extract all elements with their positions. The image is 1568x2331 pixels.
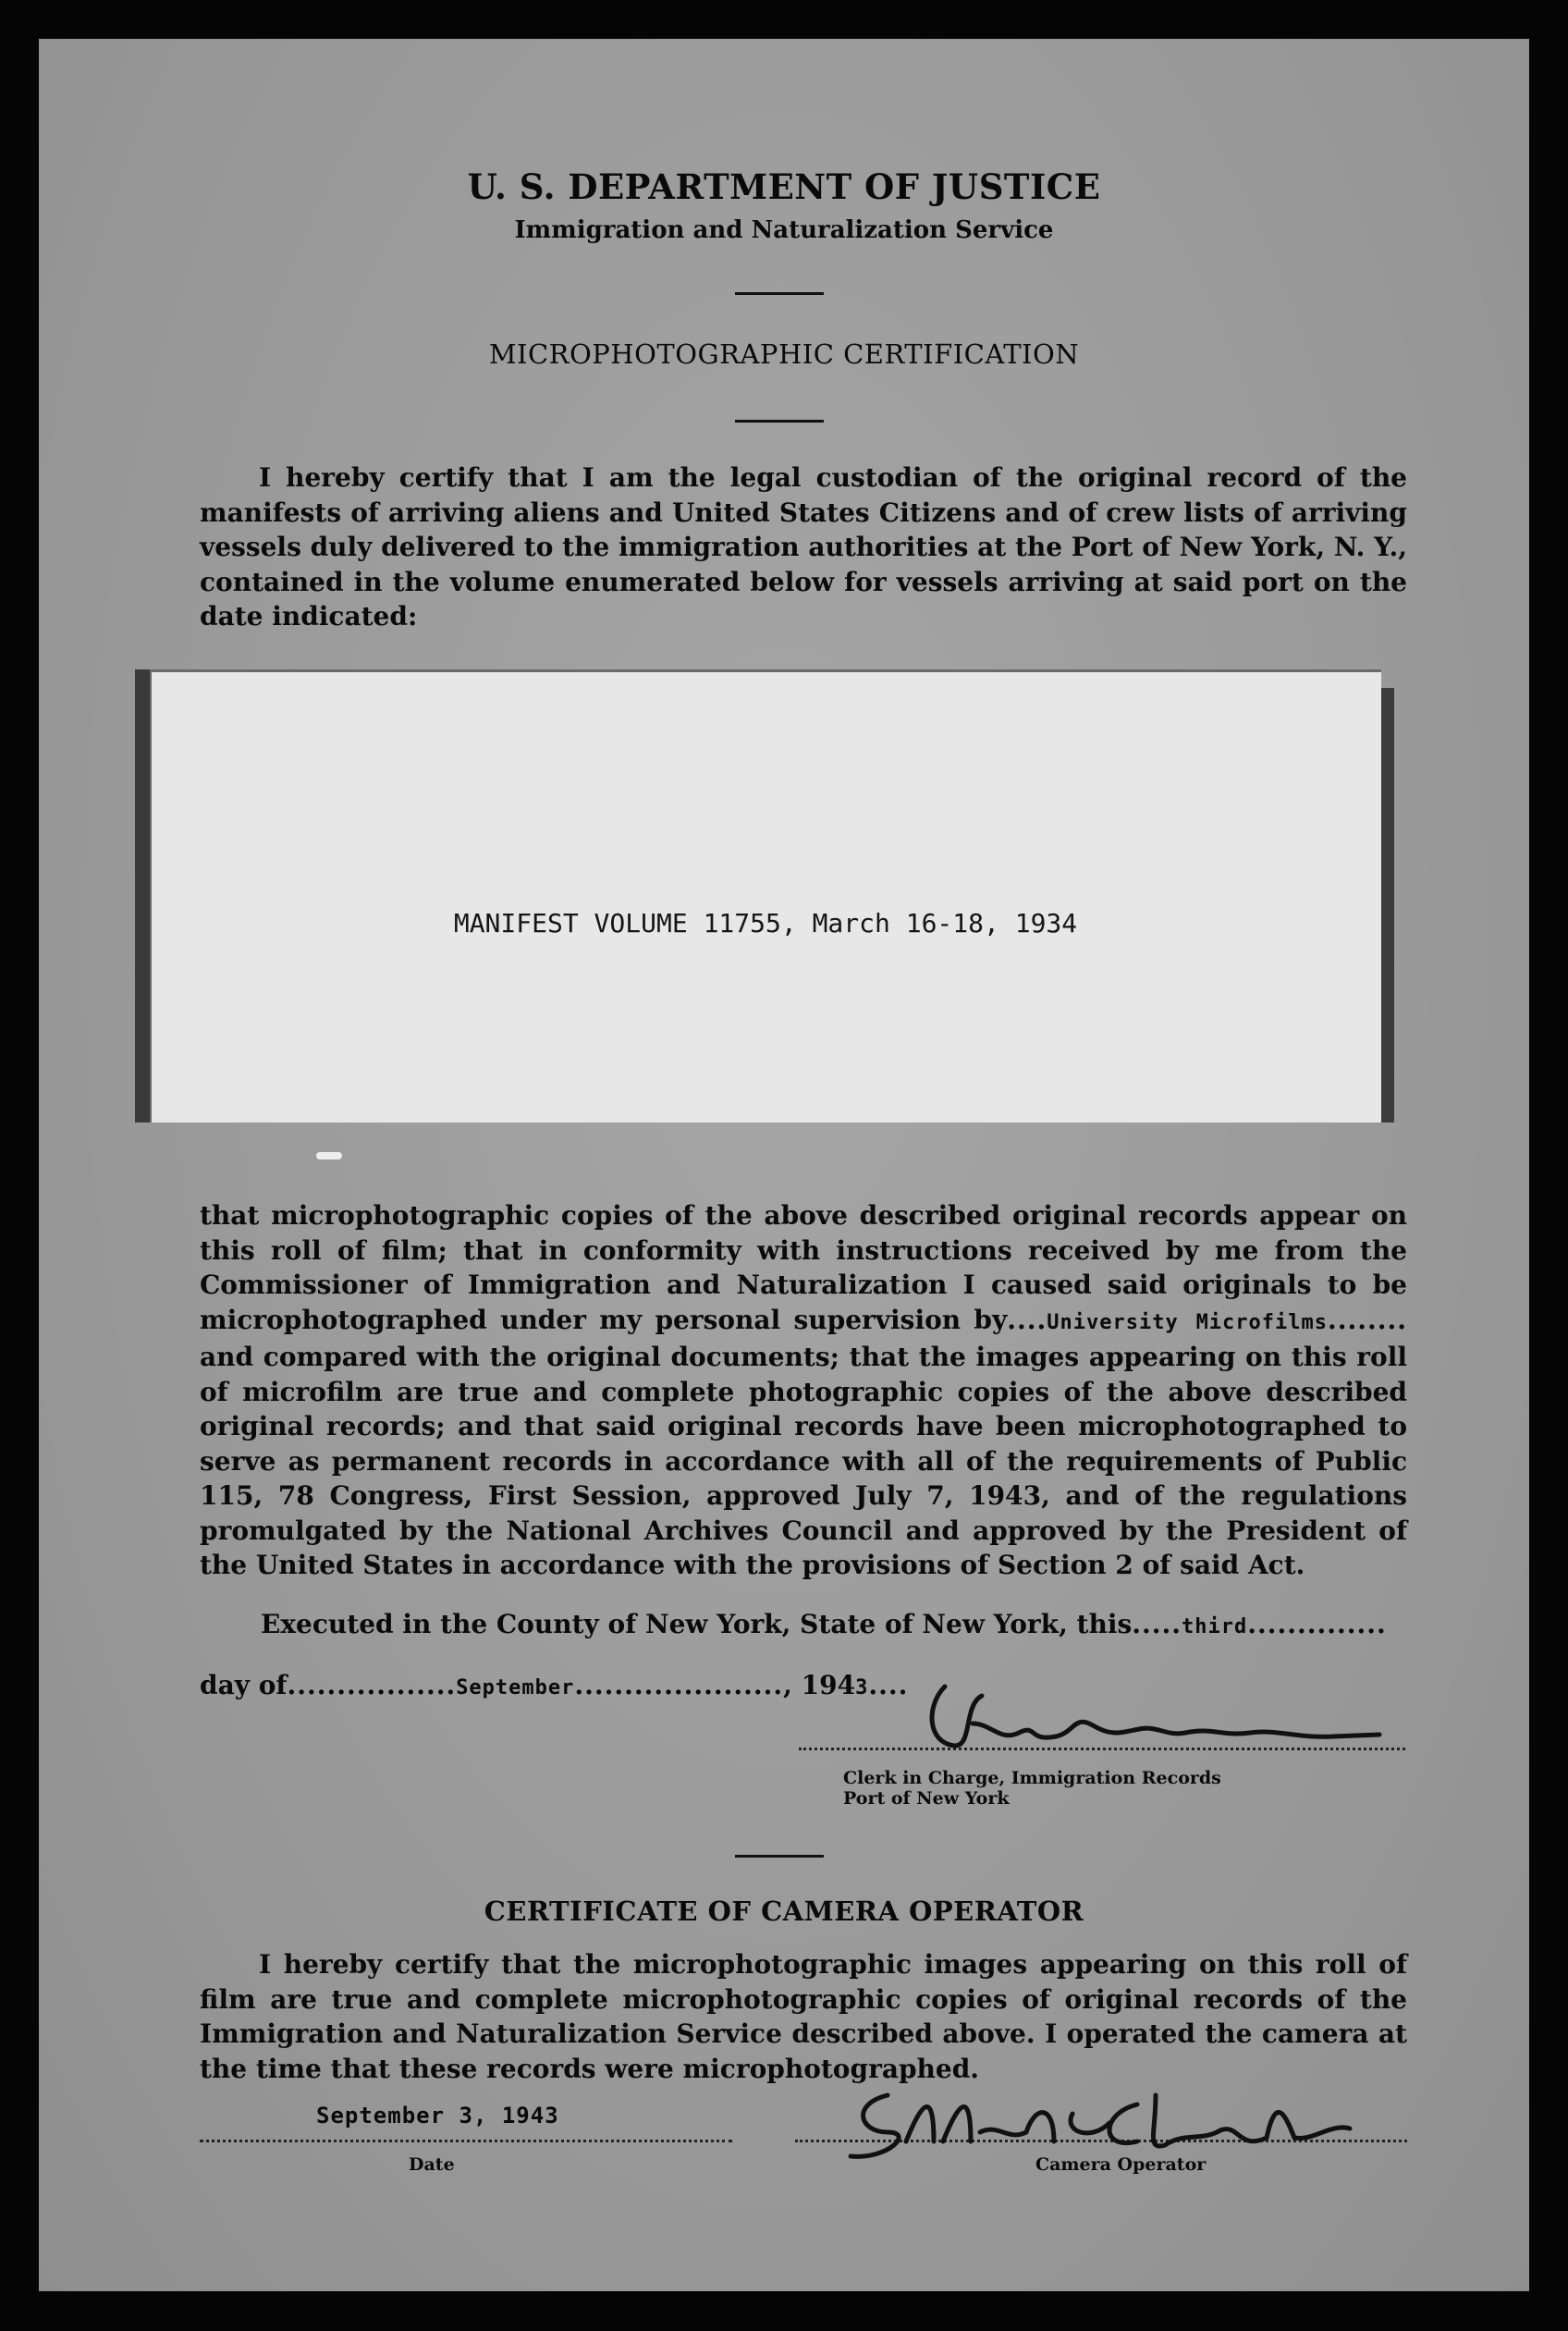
certificate-sheet xyxy=(39,39,1529,2291)
dot-leader: ..... xyxy=(1132,1609,1182,1639)
dot-leader: ..................... xyxy=(574,1670,784,1700)
body-part-1: that microphotographic copies of the above described original records appear on this roll of film; that in conformity with instructions received by me from the Commissioner of Immigration and Naturalization I caused said originals to be microphotographed under my personal supervision by xyxy=(200,1200,1407,1335)
day-of-label: day of xyxy=(200,1670,288,1700)
execution-prefix: Executed in the County of New York, State of New York, this xyxy=(261,1609,1133,1639)
date-signature-line xyxy=(200,2140,732,2142)
divider xyxy=(735,1855,824,1858)
dot-leader: .... xyxy=(1007,1304,1047,1335)
certification-title: MICROPHOTOGRAPHIC CERTIFICATION xyxy=(488,338,1080,370)
date-label: Date xyxy=(409,2154,455,2175)
execution-month: September xyxy=(456,1676,575,1699)
clerk-title-line2: Port of New York xyxy=(843,1788,1010,1809)
year-prefix: , 194 xyxy=(783,1670,856,1700)
camera-operator-paragraph: I hereby certify that the microphotographic images appearing on this roll of film are true and complete microphotographic copies of original records of the Immigration and Naturalization Service described above. I operated the camera at the time that these records were microphotographed. xyxy=(200,1949,1407,2084)
camera-operator-title: CERTIFICATE OF CAMERA OPERATOR xyxy=(484,1895,1084,1927)
scratch-mark xyxy=(316,1152,342,1159)
photographer-field: University Microfilms xyxy=(1047,1310,1329,1334)
camera-operator-label: Camera Operator xyxy=(1035,2154,1207,2175)
dot-leader: ................. xyxy=(287,1670,457,1700)
divider xyxy=(735,292,824,295)
date-value: September 3, 1943 xyxy=(316,2103,559,2129)
dot-leader: .... xyxy=(868,1670,909,1700)
department-heading: U. S. DEPARTMENT OF JUSTICE xyxy=(467,166,1101,207)
clerk-title xyxy=(843,1768,1221,1809)
year-suffix: 3 xyxy=(855,1676,869,1699)
clerk-title-line1: Clerk in Charge, Immigration Records xyxy=(843,1768,1221,1788)
dot-leader: .............. xyxy=(1247,1609,1387,1639)
execution-line xyxy=(261,1609,1387,1639)
dot-leader: ........ xyxy=(1328,1304,1407,1335)
execution-day: third xyxy=(1182,1615,1248,1638)
divider xyxy=(735,420,824,423)
service-subheading: Immigration and Naturalization Service xyxy=(514,216,1054,244)
body-part-2: and compared with the original documents; that the images appearing on this roll of microfilm are true and complete photographic copies of the above described original records; and that said original records have been microphotographed to serve as permanent records in accordance with all of the requirements of Public 115, 78 Congress, First Session, approved July 7, 1943, and of the regulations promulgated by the National Archives Council and approved by the President of the United States in accordance with the provisions of Section 2 of said Act. xyxy=(200,1342,1407,1580)
day-of-line xyxy=(200,1670,908,1700)
certification-body xyxy=(200,1198,1407,1583)
camera-operator-signature xyxy=(832,2077,1368,2165)
intro-paragraph: I hereby certify that I am the legal custodian of the original record of the manifests of arriving aliens and United States Citizens and of crew lists of arriving vessels duly delivered to the immigration authorities at the Port of New York, N. Y., contained in the volume enumerated below for vessels arriving at said port on the date indicated: xyxy=(200,462,1407,632)
manifest-volume-text: MANIFEST VOLUME 11755, March 16-18, 1934 xyxy=(453,908,1078,939)
clerk-signature xyxy=(908,1668,1389,1757)
manifest-label-card xyxy=(135,669,1381,1123)
